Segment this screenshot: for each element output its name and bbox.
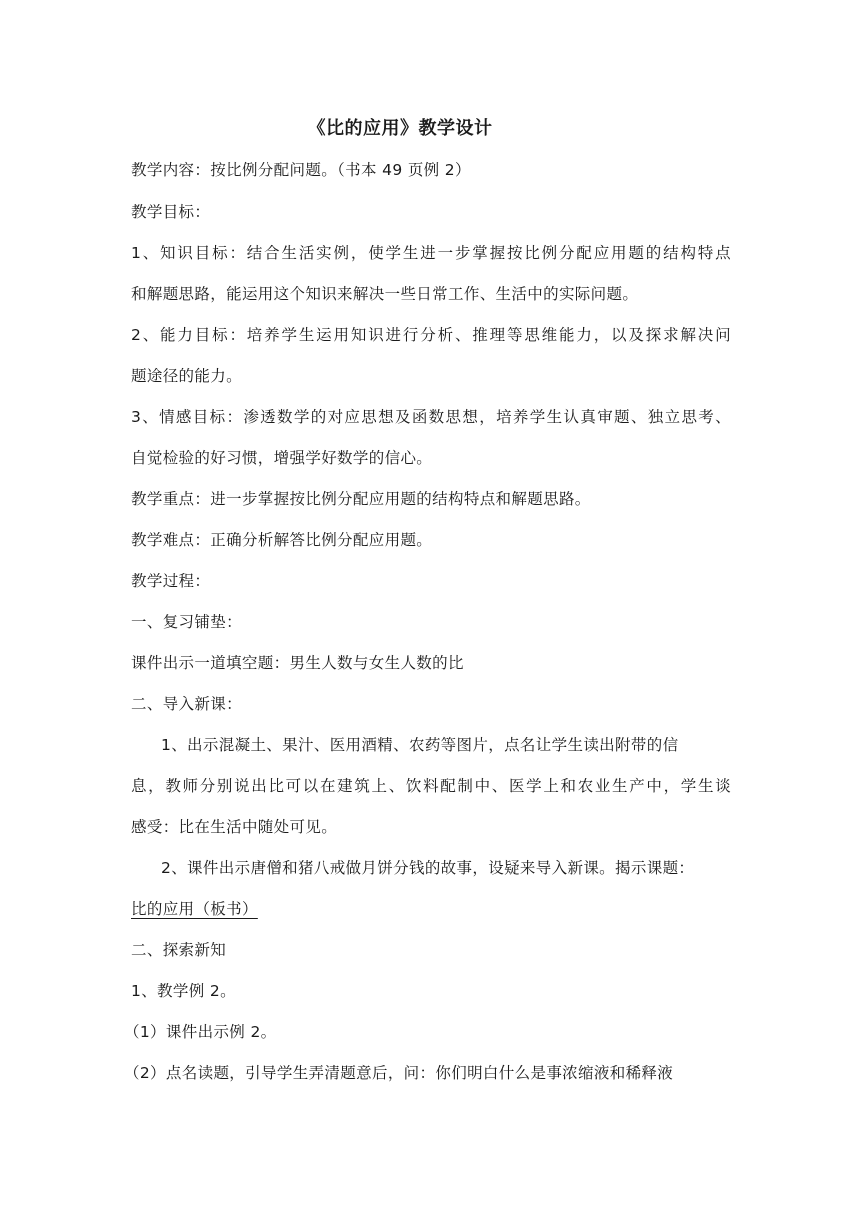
key-point-line: 教学重点：进一步掌握按比例分配应用题的结构特点和解题思路。 [131,490,591,508]
example-step1-line: （1）课件出示例 2。 [124,1023,277,1041]
example-step2-line: （2）点名读题，引导学生弄清题意后，问：你们明白什么是事浓缩液和稀释液 [124,1064,674,1082]
intro-step1-line-2: 息，教师分别说出比可以在建筑上、饮料配制中、医学上和农业生产中，学生谈 [131,777,731,795]
document-title: 《比的应用》教学设计 [307,118,493,139]
intro-step2-line-1: 2、课件出示唐僧和猪八戒做月饼分钱的故事，设疑来导入新课。揭示课题： [161,859,695,877]
teaching-goals-heading: 教学目标： [131,203,211,221]
knowledge-goal-line-1: 1、知识目标：结合生活实例，使学生进一步掌握按比例分配应用题的结构特点 [131,244,731,262]
explore-heading: 二、探索新知 [131,941,227,959]
process-heading: 教学过程： [131,572,211,590]
lesson-topic-line: 比的应用（板书） [131,900,258,918]
intro-step1-line-1: 1、出示混凝土、果汁、医用酒精、农药等图片，点名让学生读出附带的信 [161,736,679,754]
review-content-line: 课件出示一道填空题：男生人数与女生人数的比 [131,654,464,672]
ability-goal-line-2: 题途径的能力。 [131,367,242,385]
intro-step1-line-3: 感受：比在生活中随处可见。 [131,818,338,836]
teaching-content-line: 教学内容：按比例分配问题。（书本 49 页例 2） [131,161,471,179]
emotion-goal-line-1: 3、情感目标：渗透数学的对应思想及函数思想，培养学生认真审题、独立思考、 [131,408,731,426]
difficulty-line: 教学难点：正确分析解答比例分配应用题。 [131,531,433,549]
intro-heading: 二、导入新课： [131,695,242,713]
knowledge-goal-line-2: 和解题思路，能运用这个知识来解决一些日常工作、生活中的实际问题。 [131,285,639,303]
ability-goal-line-1: 2、能力目标：培养学生运用知识进行分析、推理等思维能力，以及探求解决问 [131,326,731,344]
review-heading: 一、复习铺垫： [131,613,242,631]
example-heading: 1、教学例 2。 [131,982,236,1000]
emotion-goal-line-2: 自觉检验的好习惯，增强学好数学的信心。 [131,449,433,467]
